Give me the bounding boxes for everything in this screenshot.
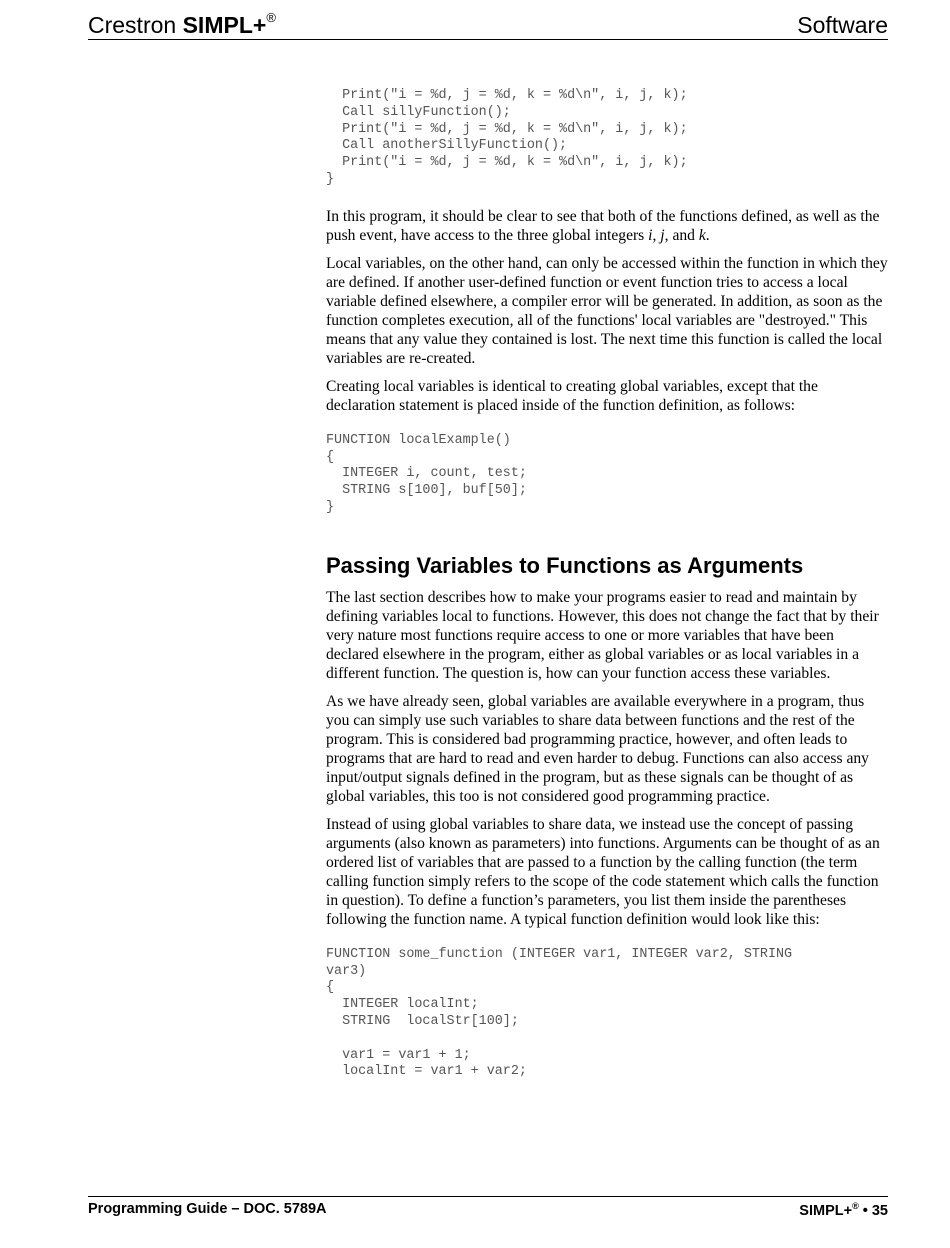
section-heading: Passing Variables to Functions as Arguments (326, 552, 804, 578)
footer-product: SIMPL+ (799, 1202, 853, 1219)
header-registered-mark: ® (266, 10, 276, 26)
separator: , (652, 226, 661, 244)
footer-bullet: • (858, 1202, 872, 1219)
page-number: 35 (871, 1202, 888, 1219)
footer-page-info (799, 1201, 888, 1219)
header-product: SIMPL+ (182, 12, 267, 38)
paragraph-end: . (705, 226, 710, 244)
paragraph-creating-locals: Creating local variables is identical to creating global variables, except that the declaration statement is placed inside of the function definition, as follows: (326, 377, 818, 414)
footer-doc-title: Programming Guide – DOC. 5789A (88, 1201, 327, 1217)
header-title (88, 12, 276, 39)
paragraph-local-variables: Local variables, on the other hand, can only be accessed within the function in which they are defined. If another user-defined function or event function tries to access a local variable defined elsewhere, a compiler error will be generated. In addition, as soon as the function completes execution, all of the functions' local variables are "destroyed." This means that any value they contained is lost. The next time this function is called the local variables are re-created. (326, 254, 888, 367)
code-block-print: Print("i = %d, j = %d, k = %d\n", i, j, k); Call sillyFunction(); Print("i = %d, j = %d, k = %d\n", i, j, k); Call anotherSillyFunction(); Print("i = %d, j = %d, k = %d\n", i, j, k); } (326, 88, 688, 187)
footer-registered-mark: ® (852, 1201, 859, 1211)
page-header (88, 12, 888, 40)
paragraph-passing-arguments: Instead of using global variables to share data, we instead use the concept of passing arguments (also known as parameters) into functions. Arguments can be thought of as an ordered list of variables that are passed to a function by the calling function (the term calling function simply refers to the scope of the code statement which calls the function in question). To define a function’s parameters, you list them inside the parentheses following the function name. A typical function definition would look like this: (326, 815, 880, 928)
code-block-some-function: FUNCTION some_function (INTEGER var1, INTEGER var2, STRING var3) { INTEGER localInt; STRING localStr[100]; var1 = var1 + 1; localInt = var1 + var2; (326, 946, 793, 1080)
paragraph-global-variables: As we have already seen, global variables are available everywhere in a program, thus you can simply use such variables to share data between functions and the rest of the program. This is considered bad programming practice, however, and often leads to programs that are hard to read and even harder to debug. Functions can also access any input/output signals defined in the program, but as these signals can be thought of as global variables, this too is not considered good programming practice. (326, 692, 869, 805)
separator: , and (664, 226, 699, 244)
paragraph-global-access (326, 207, 888, 245)
variable-j: j (660, 226, 665, 244)
variable-i: i (648, 226, 653, 244)
paragraph-last-section: The last section describes how to make your programs easier to read and maintain by defining variables local to functions. However, this does not change the fact that by their very nature most functions require access to one or more variables that have been declared elsewhere in the program, either as global variables or as local variables in a different function. The question is, how can your function access these variables. (326, 588, 879, 682)
code-block-local-example: FUNCTION localExample() { INTEGER i, count, test; STRING s[100], buf[50]; } (326, 432, 527, 515)
paragraph-text: In this program, it should be clear to see that both of the functions defined, as well as the push event, have access to the three global integers (326, 207, 880, 244)
header-section: Software (797, 12, 888, 38)
page-footer (88, 1196, 888, 1219)
page-content (326, 88, 888, 1081)
header-brand: Crestron (88, 12, 183, 38)
variable-k: k (698, 226, 706, 244)
